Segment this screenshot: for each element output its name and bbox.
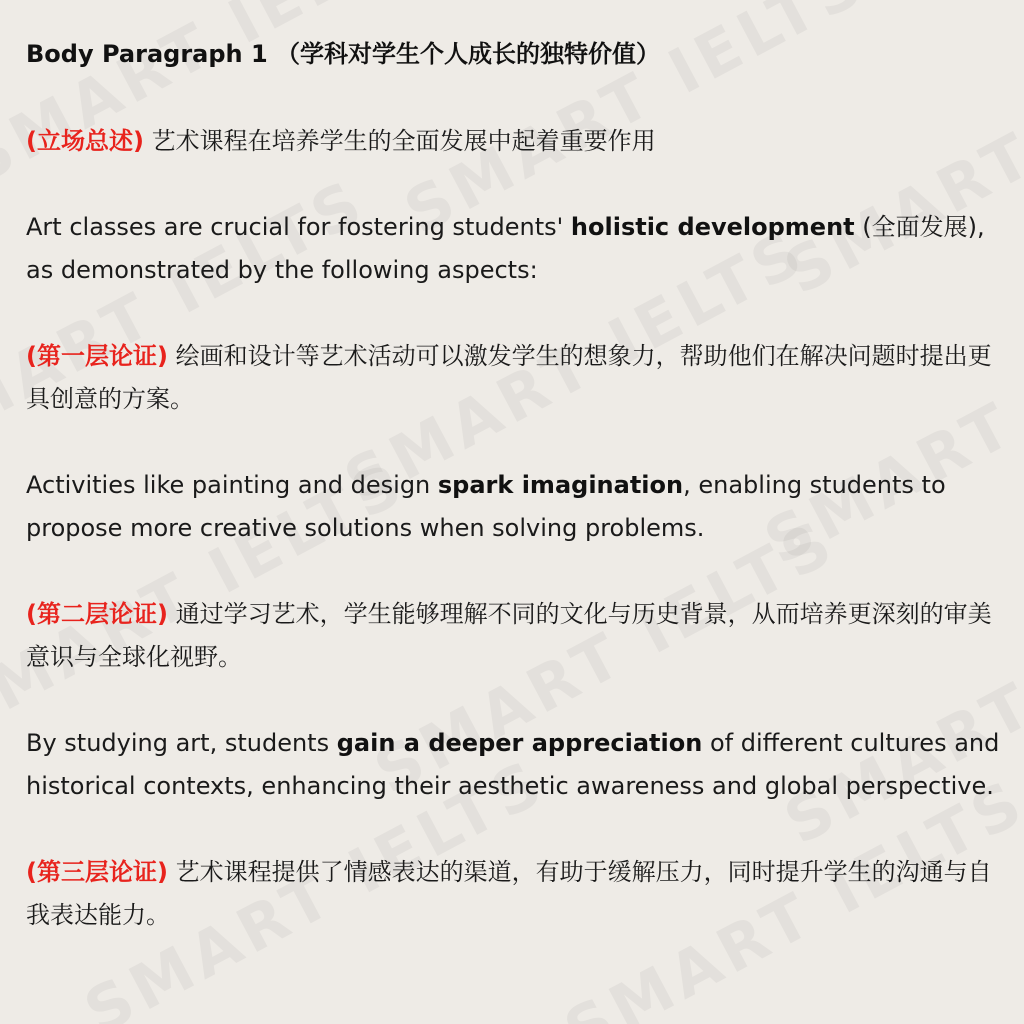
title-cn-subtitle: （学科对学生个人成长的独特价值）	[276, 40, 661, 68]
title-en: Body Paragraph 1	[26, 40, 268, 68]
argument-1-text-cn: 绘画和设计等艺术活动可以激发学生的想象力，帮助他们在解决问题时提出更具创意的方案。	[26, 342, 992, 413]
argument-1-en-after: , enabling students to propose more creative solutions when solving problems.	[26, 471, 946, 542]
argument-1-en-before: Activities like painting and design	[26, 471, 438, 499]
argument-2-en-before: By studying art, students	[26, 729, 337, 757]
argument-2-en	[26, 722, 1001, 808]
argument-1-cn	[26, 335, 1001, 421]
stance-text-cn: 艺术课程在培养学生的全面发展中起着重要作用	[143, 127, 656, 155]
document-body	[26, 34, 1001, 980]
intro-text-before: Art classes are crucial for fostering students'	[26, 213, 571, 241]
argument-2-keyword: gain a deeper appreciation	[336, 729, 703, 757]
argument-1-keyword: spark imagination	[437, 471, 684, 499]
page-title	[26, 34, 1001, 74]
argument-2-en-after: of different cultures and historical contexts, enhancing their aesthetic awareness and global perspective.	[26, 729, 1000, 800]
argument-2-cn	[26, 593, 1001, 679]
argument-3-tag: (第三层论证)	[26, 858, 168, 886]
argument-1-tag: (第一层论证)	[26, 342, 168, 370]
argument-3-text-cn: 艺术课程提供了情感表达的渠道，有助于缓解压力，同时提升学生的沟通与自我表达能力。	[26, 858, 992, 929]
stance-tag: (立场总述)	[26, 127, 144, 155]
intro-keyword: holistic development	[570, 213, 855, 241]
argument-1-en	[26, 464, 1001, 550]
stance-paragraph	[26, 120, 1001, 163]
intro-text-after: (全面发展), as demonstrated by the following aspects:	[26, 213, 985, 284]
argument-2-text-cn: 通过学习艺术，学生能够理解不同的文化与历史背景，从而培养更深刻的审美意识与全球化视野。	[26, 600, 992, 671]
argument-3-cn	[26, 851, 1001, 937]
intro-paragraph-en	[26, 206, 1001, 292]
argument-2-tag: (第二层论证)	[26, 600, 168, 628]
